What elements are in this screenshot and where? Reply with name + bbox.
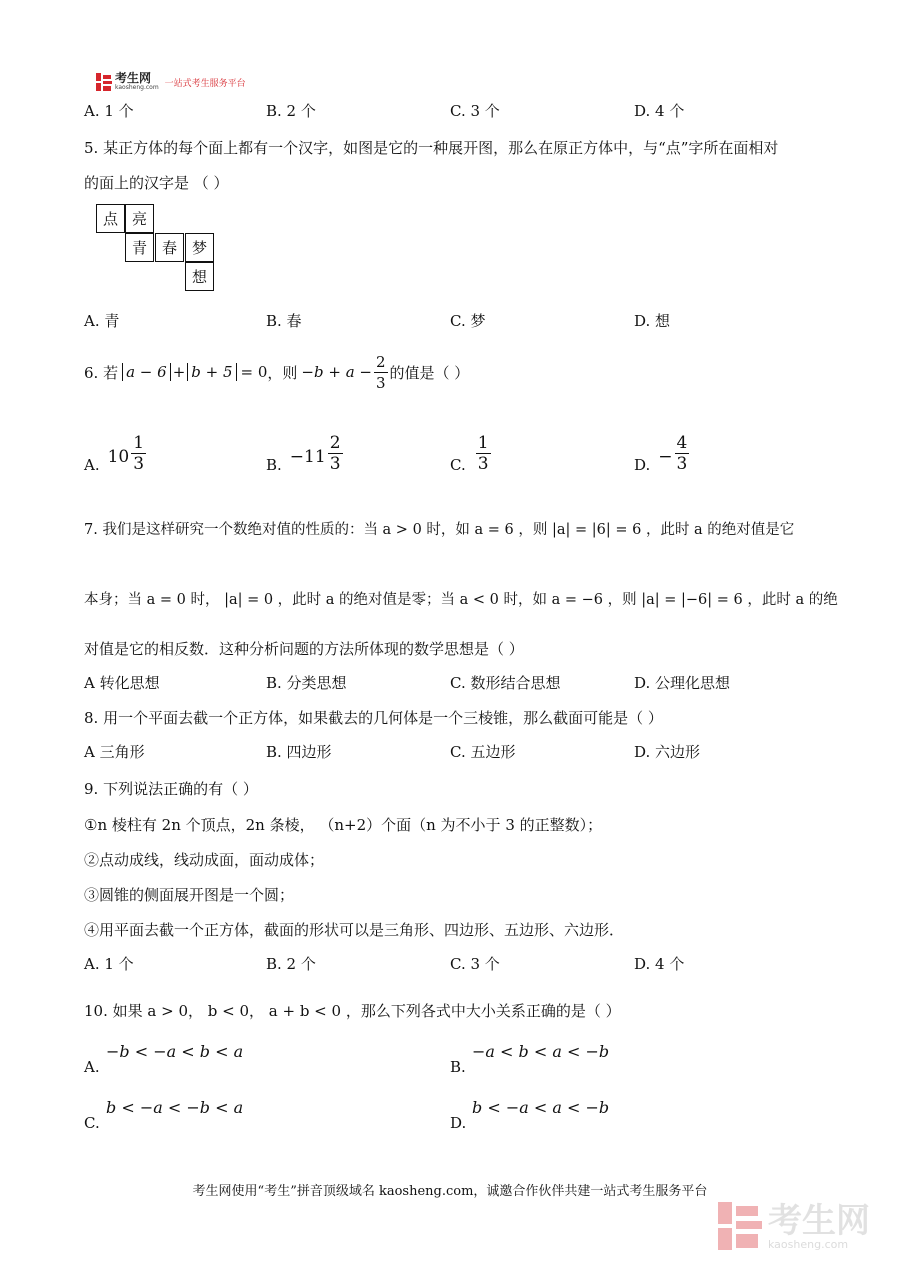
q6-option-d[interactable]: D. − $\frac{4}{3}$ [634,433,688,474]
q10-stem: 10. 如果 a > 0， b < 0， a + b < 0 ，那么下列各式中大小关系正确的是（ ） [84,1002,621,1020]
q8-option-d[interactable]: D. 六边形 [634,743,701,761]
q9-statement-2: ②点动成线，线动成面，面动成体； [84,851,325,869]
q9-statement-4: ④用平面去截一个正方体，截面的形状可以是三角形、四边形、五边形、六边形． [84,921,625,939]
fraction: $\frac{2}{3}$ [375,352,386,392]
net-cell: 春 [155,233,184,262]
q6-option-a[interactable]: A. 10 $\frac{1}{3}$ [84,433,145,474]
page-footer: 考生网使用“考生”拼音顶级域名 kaosheng.com，诚邀合作伙伴共建一站式考生服务平台 [192,1184,708,1199]
net-cell: 想 [185,262,214,291]
q5-option-c[interactable]: C. 梦 [450,312,486,330]
abs-a: a − 6 [122,363,171,381]
q9-option-b[interactable]: B. 2 个 [266,955,316,973]
logo-brand: 考生网 kaosheng.com [115,71,159,91]
net-cell: 青 [125,233,154,262]
q7-option-b[interactable]: B. 分类思想 [266,674,347,692]
q7-option-d[interactable]: D. 公理化思想 [634,674,731,692]
q9-option-a[interactable]: A. 1 个 [84,955,134,973]
q6-stem: 6. 若 a − 6 + b + 5 = 0 ，则 −b + a − $\frac{2}{3}$ 的值是（ ） [84,352,470,392]
watermark-logo: 考生网 kaosheng.com [718,1202,870,1252]
q8-option-b[interactable]: B. 四边形 [266,743,332,761]
q9-option-d[interactable]: D. 4 个 [634,955,685,973]
net-cell: 梦 [185,233,214,262]
q5-stem-line1: 5. 某正方体的每个面上都有一个汉字，如图是它的一种展开图，那么在原正方体中，与“点”字所在面相对 [84,139,779,157]
net-cell: 点 [96,204,125,233]
logo-icon [96,73,112,91]
q9-stem: 9. 下列说法正确的有（ ） [84,780,258,798]
logo-tagline: 一站式考生服务平台 [164,78,246,89]
q9-option-c[interactable]: C. 3 个 [450,955,500,973]
q7-stem-line1: 7. 我们是这样研究一个数绝对值的性质的：当 a > 0 时，如 a = 6 ，则 |a| = |6| = 6 ，此时 a 的绝对值是它 [84,522,795,538]
q7-option-c[interactable]: C. 数形结合思想 [450,674,561,692]
q4-option-a[interactable]: A. 1 个 [84,102,134,120]
q7-stem-line3: 对值是它的相反数．这种分析问题的方法所体现的数学思想是（ ） [84,640,524,658]
net-cell: 亮 [125,204,154,233]
q6-option-c[interactable]: C. $\frac{1}{3}$ [450,433,489,474]
q4-option-b[interactable]: B. 2 个 [266,102,316,120]
abs-b: b + 5 [187,363,236,381]
q7-stem-line2: 本身；当 a = 0 时， |a| = 0 ，此时 a 的绝对值是零；当 a < 0 时，如 a = −6 ，则 |a| = |−6| = 6 ，此时 a 的绝 [84,592,838,608]
header-logo [96,72,246,92]
q5-stem-line2: 的面上的汉字是 （ ） [84,174,229,192]
q7-option-a[interactable]: A 转化思想 [84,674,160,692]
q8-stem: 8. 用一个平面去截一个正方体，如果截去的几何体是一个三棱锥，那么截面可能是（ ） [84,709,663,727]
watermark-icon [718,1202,762,1252]
q9-statement-3: ③圆锥的侧面展开图是一个圆； [84,886,295,904]
q5-option-d[interactable]: D. 想 [634,312,671,330]
q4-option-d[interactable]: D. 4 个 [634,102,685,120]
q6-option-b[interactable]: B. − 11 $\frac{2}{3}$ [266,433,341,474]
q5-option-b[interactable]: B. 春 [266,312,302,330]
q8-option-a[interactable]: A 三角形 [84,743,145,761]
q4-option-c[interactable]: C. 3 个 [450,102,500,120]
q8-option-c[interactable]: C. 五边形 [450,743,516,761]
q9-statement-1: ①n 棱柱有 2n 个顶点，2n 条棱， （n+2）个面（n 为不小于 3 的正整数）； [84,816,603,834]
q5-option-a[interactable]: A. 青 [84,312,120,330]
